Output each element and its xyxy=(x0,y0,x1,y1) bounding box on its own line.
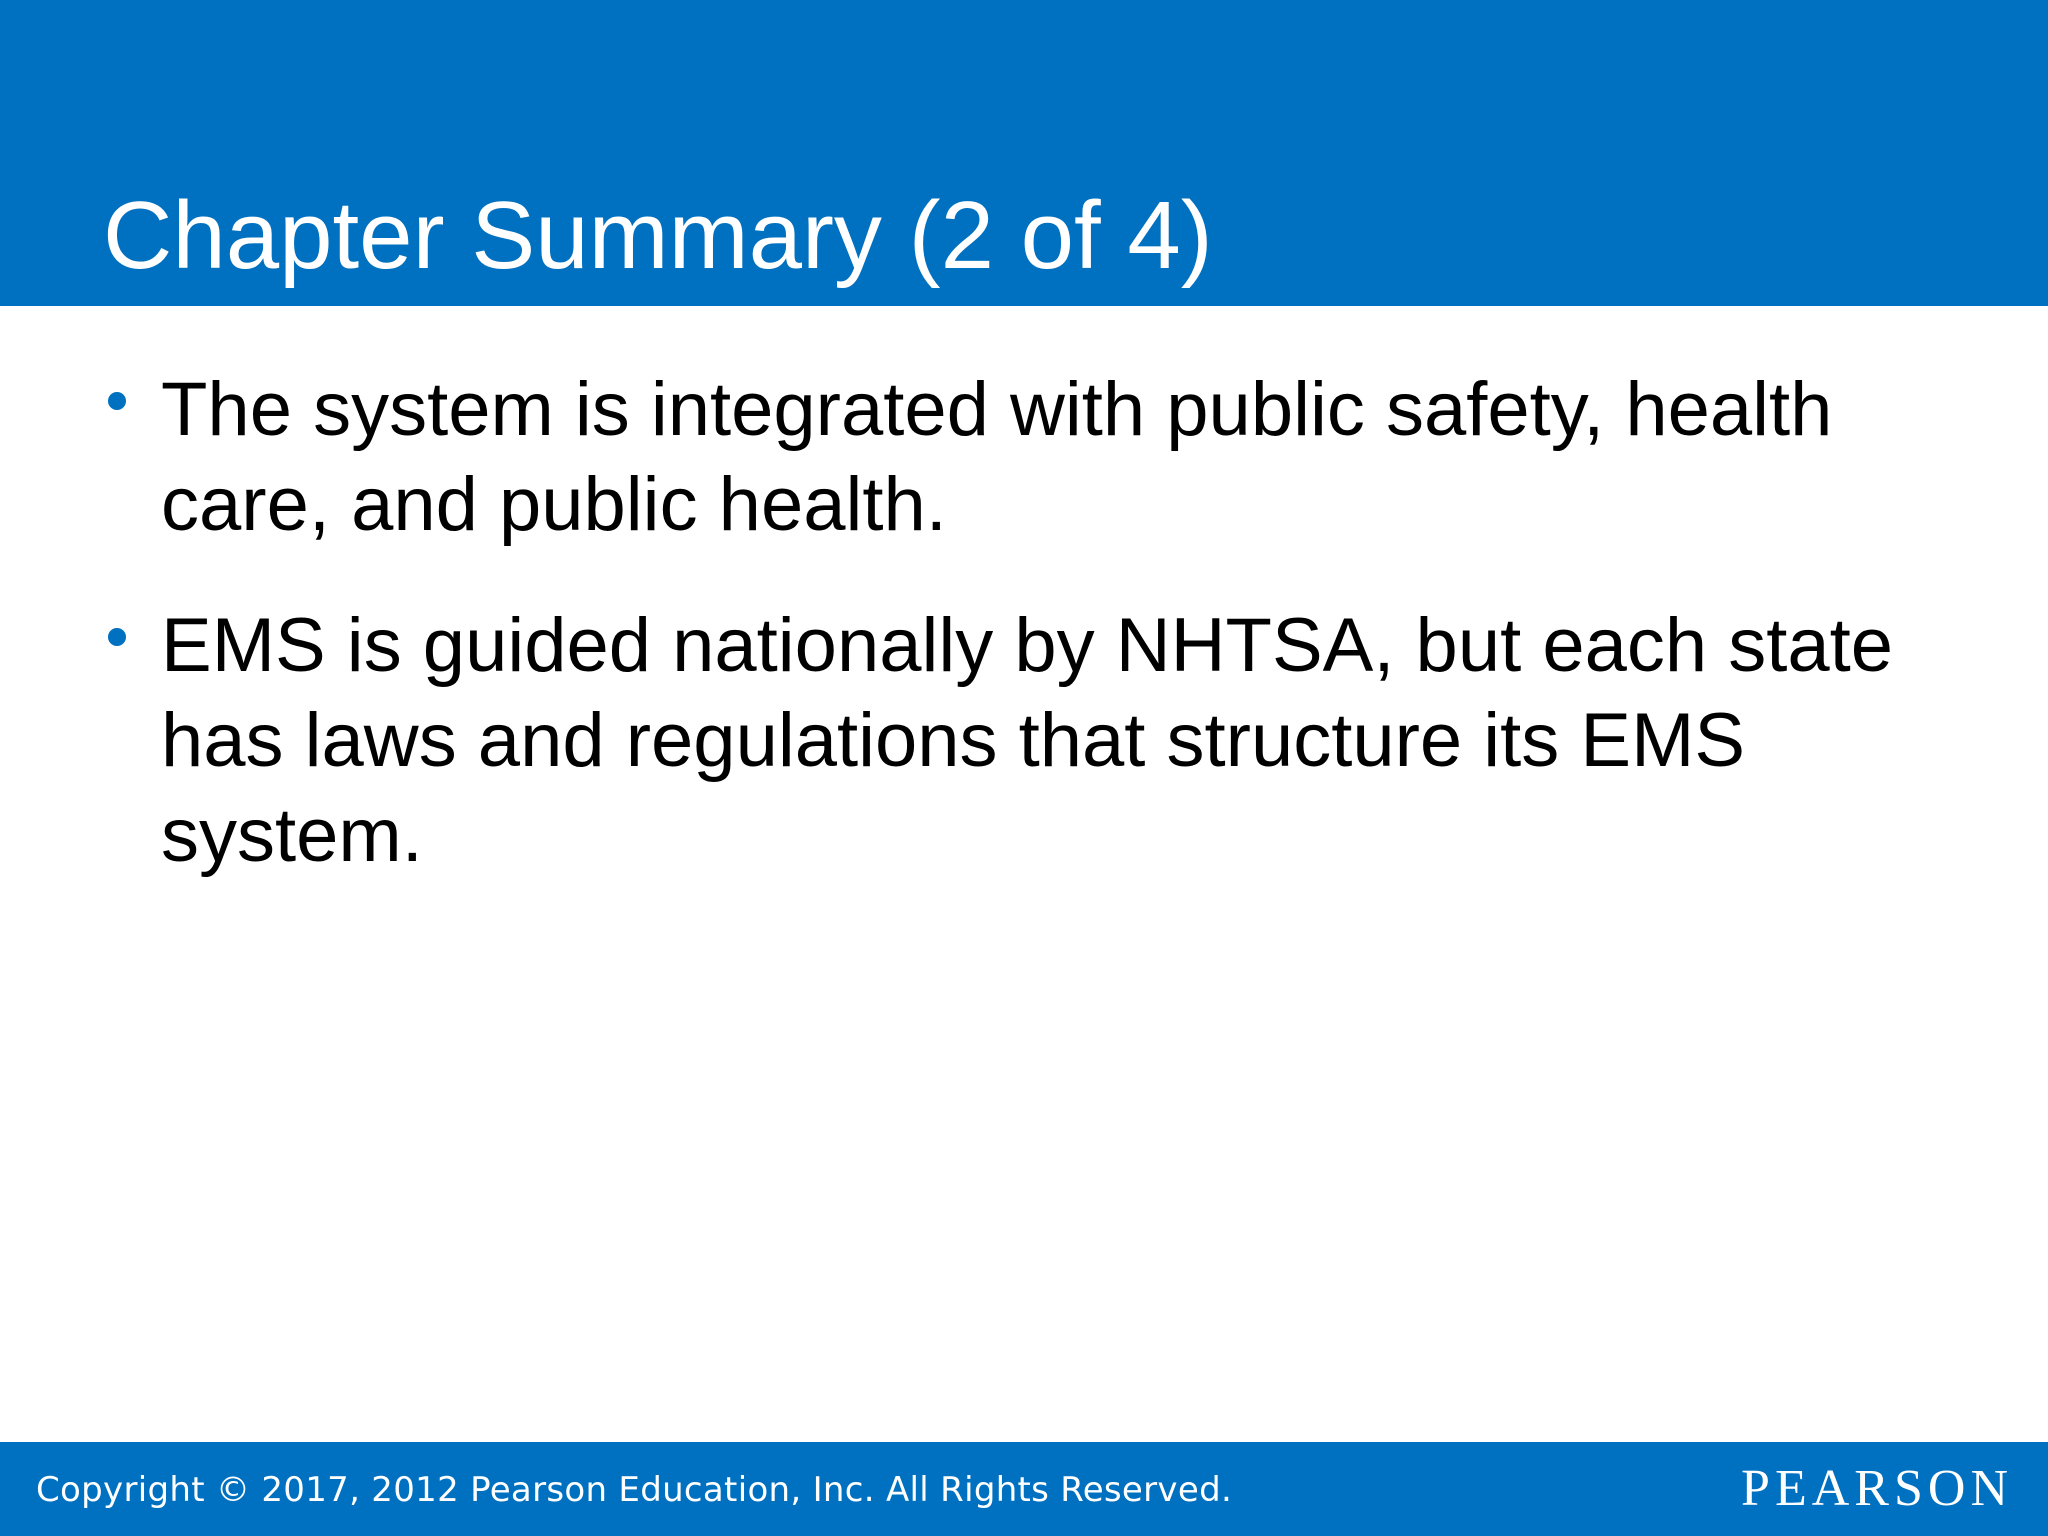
bullet-item xyxy=(104,362,1984,552)
bullet-list xyxy=(104,362,1984,929)
bullet-text: EMS is guided nationally by NHTSA, but each state has laws and regulations that structure its EMS system. xyxy=(161,603,1894,878)
bullet-item xyxy=(104,598,1984,883)
bullet-dot-icon xyxy=(108,392,126,410)
copyright-notice: Copyright © 2017, 2012 Pearson Education, Inc. All Rights Reserved. xyxy=(36,1470,1233,1510)
bullet-text: The system is integrated with public safety, health care, and public health. xyxy=(161,367,1833,547)
slide-title: Chapter Summary (2 of 4) xyxy=(103,182,1213,289)
pearson-logo: PEARSON xyxy=(1741,1460,2013,1517)
bullet-dot-icon xyxy=(108,628,126,646)
